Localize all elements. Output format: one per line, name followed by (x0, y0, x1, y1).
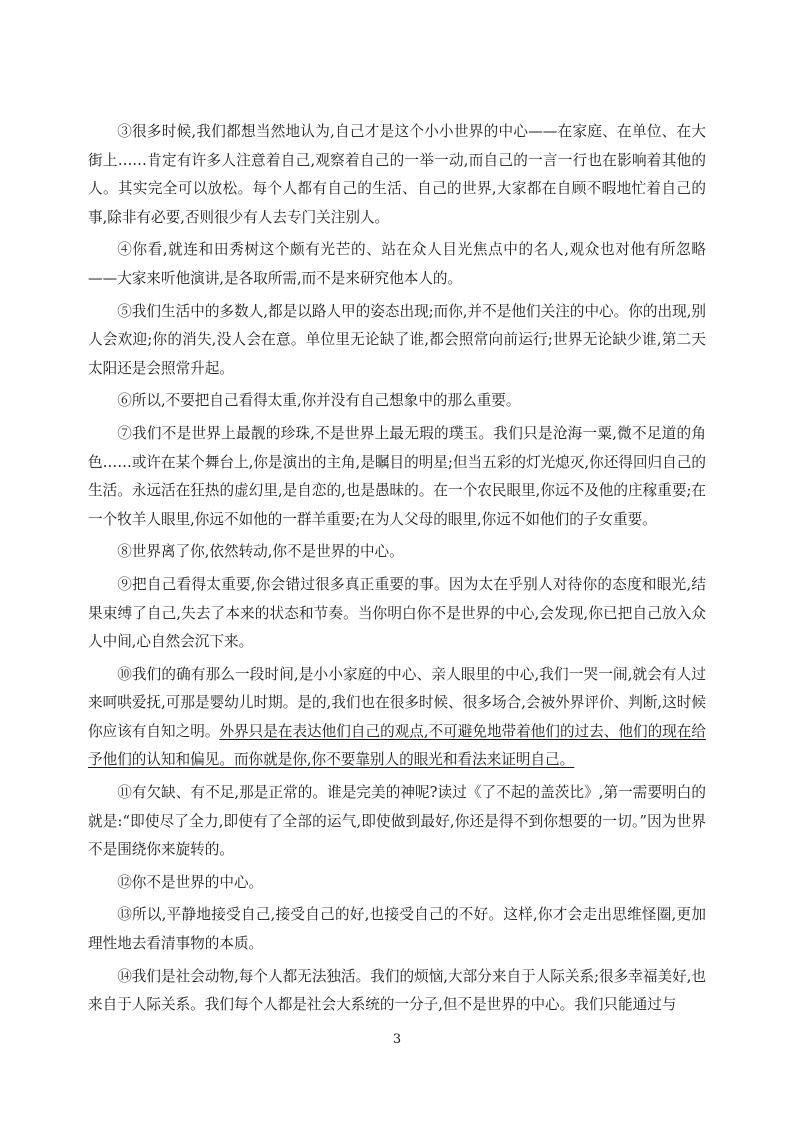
paragraph-7: ⑦我们不是世界上最靓的珍珠,不是世界上最无瑕的璞玉。我们只是沧海一粟,微不足道的角色……或许在某个舞台上,你是演出的主角,是瞩目的明星;但当五彩的灯光熄灭,你还得回归自己的生活。永远活在狂热的虚幻里,是自恋的,也是愚昧的。在一个农民眼里,你远不及他的庄稼重要;在一个牧羊人眼里,你远不如他的一群羊重要;在为人父母的眼里,你远不如他们的子女重要。 (88, 424, 706, 528)
page-number: 3 (392, 1032, 402, 1047)
paragraph-3: ③很多时候,我们都想当然地认为,自己才是这个小小世界的中心——在家庭、在单位、在大街上……肯定有许多人注意着自己,观察着自己的一举一动,而自己的一言一行也在影响着其他的人。其实完全可以放松。每个人都有自己的生活、自己的世界,大家都在自顾不暇地忙着自己的事,除非有必要,否则很少有人去专门关注别人。 (88, 123, 706, 226)
paragraph-6: ⑥所以,不要把自己看得太重,你并没有自己想象中的那么重要。 (117, 392, 521, 410)
paragraph-10-underlined-text: 外界只是在表达他们自己的观点,不可避免地带着他们的过去、他们的现在给予他们的认知和偏见。而你就是你,你不要靠别人的眼光和看法来证明自己。 (88, 722, 706, 769)
paragraph-10-text: ⑩我们的确有那么一段时间,是小小家庭的中心、亲人眼里的中心,我们一哭一闹,就会有人过来呵哄爱抚,可那是婴幼儿时期。是的,我们也在很多时候、很多场合,会被外界评价、判断,这时候你应该有自知之明。 (88, 665, 706, 740)
article-body (88, 118, 706, 1024)
paragraph-13: ⑬所以,平静地接受自己,接受自己的好,也接受自己的不好。这样,你才会走出思维怪圈,更加理性地去看清事物的本质。 (88, 906, 706, 953)
paragraph-14: ⑭我们是社会动物,每个人都无法独活。我们的烦恼,大部分来自于人际关系;很多幸福美好,也来自于人际关系。我们每个人都是社会大系统的一分子,但不是世界的中心。我们只能通过与 (88, 967, 706, 1014)
paragraph-5: ⑤我们生活中的多数人,都是以路人甲的姿态出现;而你,并不是他们关注的中心。你的出现,别人会欢迎;你的消失,没人会在意。单位里无论缺了谁,都会照常向前运行;世界无论缺少谁,第二天太阳还是会照常升起。 (88, 302, 706, 377)
paragraph-10 (88, 661, 706, 775)
paragraph-9: ⑨把自己看得太重要,你会错过很多真正重要的事。因为太在乎别人对待你的态度和眼光,结果束缚了自己,失去了本来的状态和节奏。当你明白你不是世界的中心,会发现,你已把自己放入众人中间,心自然会沉下来。 (88, 575, 706, 651)
paragraph-11: ⑪有欠缺、有不足,那是正常的。谁是完美的神呢?读过《了不起的盖茨比》,第一需要明白的就是:“即使尽了全力,即使有了全部的运气,即使做到最好,你还是得不到你想要的一切。”因为世界不是围绕你来旋转的。 (88, 784, 706, 859)
paragraph-12: ⑫你不是世界的中心。 (117, 873, 264, 891)
paragraph-8: ⑧世界离了你,依然转动,你不是世界的中心。 (117, 543, 404, 561)
paragraph-4: ④你看,就连和田秀树这个颇有光芒的、站在众人目光焦点中的名人,观众也对他有所忽略——大家来听他演讲,是各取所需,而不是来研究他本人的。 (88, 241, 706, 287)
